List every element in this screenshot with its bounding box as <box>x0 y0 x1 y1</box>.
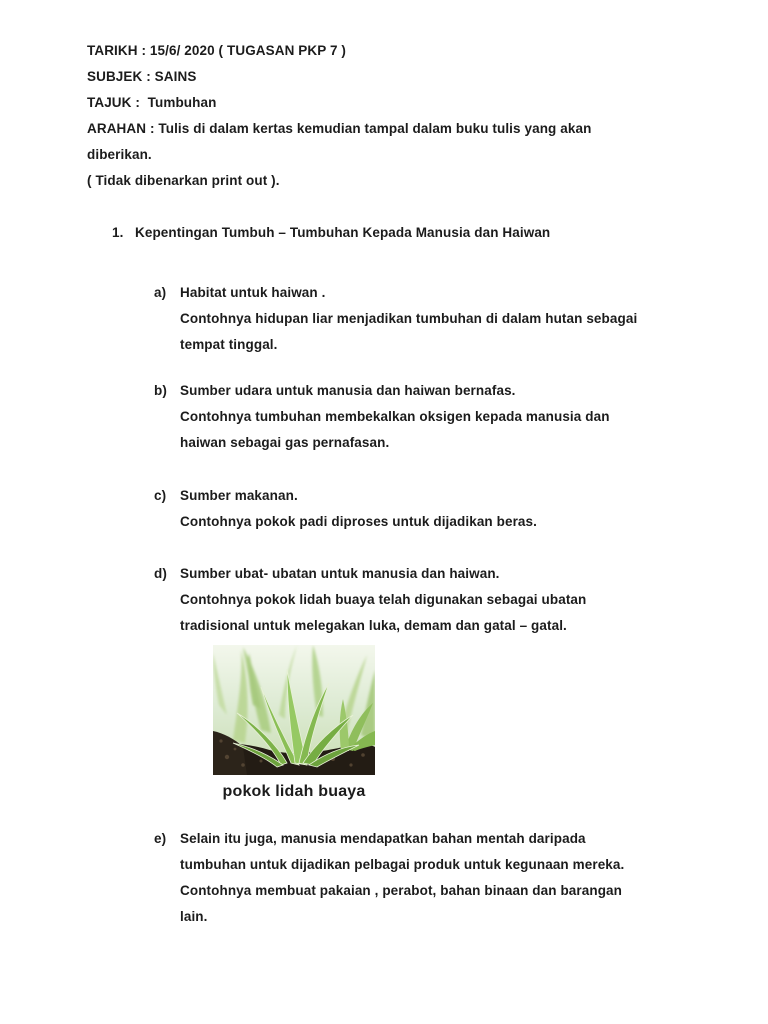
item-line: Contohnya hidupan liar menjadikan tumbuhan di dalam hutan sebagai <box>180 311 638 326</box>
item-line: lain. <box>180 909 208 924</box>
list-item-a <box>154 280 714 358</box>
item-line: haiwan sebagai gas pernafasan. <box>180 435 390 450</box>
item-label: b) <box>154 383 167 398</box>
item-line: Sumber ubat- ubatan untuk manusia dan haiwan. <box>180 566 500 581</box>
item-line: Selain itu juga, manusia mendapatkan bahan mentah daripada <box>180 831 586 846</box>
item-label: c) <box>154 488 167 503</box>
list-item-b <box>154 378 714 456</box>
section-number: 1. <box>112 225 124 240</box>
figure-aloe-vera <box>213 645 375 805</box>
item-line: tempat tinggal. <box>180 337 278 352</box>
header-line-tajuk: TAJUK : Tumbuhan <box>87 95 217 110</box>
item-line: Contohnya pokok padi diproses untuk dijadikan beras. <box>180 514 538 529</box>
section-title-row <box>112 220 550 246</box>
item-line: tradisional untuk melegakan luka, demam dan gatal – gatal. <box>180 618 567 633</box>
item-line: Habitat untuk haiwan . <box>180 285 326 300</box>
header-line-note: ( Tidak dibenarkan print out ). <box>87 173 280 188</box>
list-item-d <box>154 561 714 639</box>
item-line: tumbuhan untuk dijadikan pelbagai produk untuk kegunaan mereka. <box>180 857 625 872</box>
header-line-arahan-cont: diberikan. <box>87 147 152 162</box>
document-header <box>87 38 727 194</box>
header-line-subjek: SUBJEK : SAINS <box>87 69 197 84</box>
item-label: d) <box>154 566 167 581</box>
section-title: Kepentingan Tumbuh – Tumbuhan Kepada Manusia dan Haiwan <box>135 225 551 240</box>
item-label: a) <box>154 285 167 300</box>
list-item-c <box>154 483 714 535</box>
list-item-e <box>154 826 714 930</box>
item-line: Contohnya membuat pakaian , perabot, bahan binaan dan barangan <box>180 883 623 898</box>
header-line-arahan: ARAHAN : Tulis di dalam kertas kemudian tampal dalam buku tulis yang akan <box>87 121 592 136</box>
item-line: Contohnya tumbuhan membekalkan oksigen kepada manusia dan <box>180 409 610 424</box>
item-line: Sumber udara untuk manusia dan haiwan bernafas. <box>180 383 516 398</box>
aloe-vera-photo <box>213 645 375 775</box>
item-label: e) <box>154 831 167 846</box>
item-line: Sumber makanan. <box>180 488 298 503</box>
figure-caption: pokok lidah buaya <box>222 783 366 800</box>
header-line-tarikh: TARIKH : 15/6/ 2020 ( TUGASAN PKP 7 ) <box>87 43 347 58</box>
item-line: Contohnya pokok lidah buaya telah digunakan sebagai ubatan <box>180 592 587 607</box>
